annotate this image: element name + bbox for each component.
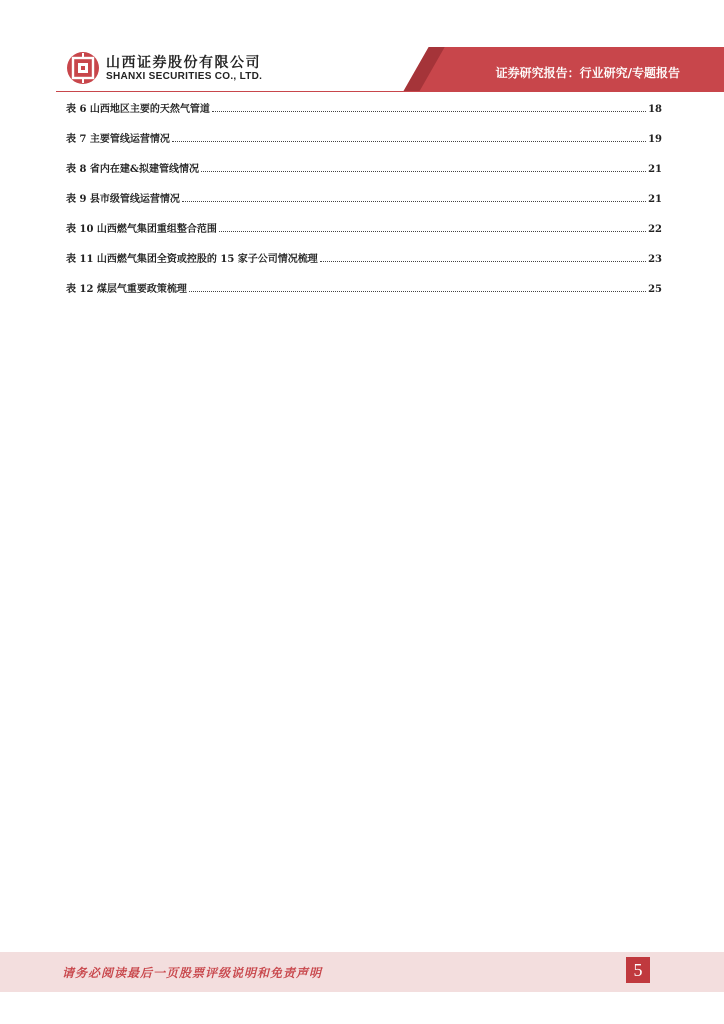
toc-entry-page: 18 [648, 104, 662, 115]
toc-entry[interactable] [66, 251, 662, 265]
toc-entry[interactable] [66, 281, 662, 295]
disclaimer-notice: 请务必阅读最后一页股票评级说明和免责声明 [62, 966, 323, 980]
company-name-en: SHANXI SECURITIES CO., LTD. [106, 71, 263, 82]
toc-leader-dots [320, 261, 646, 262]
toc-entry-label: 表 11 山西燃气集团全资或控股的 15 家子公司情况梳理 [66, 254, 318, 265]
report-type-text: 证券研究报告：行业研究/专题报告 [495, 66, 680, 80]
toc-entry-label: 表 10 山西燃气集团重组整合范围 [66, 224, 217, 235]
toc-entry[interactable] [66, 161, 662, 175]
toc-entry-label: 表 12 煤层气重要政策梳理 [66, 284, 187, 295]
toc-entry-label: 表 9 县市级管线运营情况 [66, 194, 180, 205]
toc-entry-page: 21 [648, 194, 662, 205]
shanxi-securities-logo-icon [66, 51, 100, 85]
toc-entry-page: 22 [648, 224, 662, 235]
company-name-cn: 山西证券股份有限公司 [106, 55, 261, 71]
toc-entry-page: 25 [648, 284, 662, 295]
toc-entry[interactable] [66, 191, 662, 205]
toc-entry-label: 表 8 省内在建&拟建管线情况 [66, 164, 199, 175]
page-header [0, 0, 724, 100]
toc-leader-dots [219, 231, 646, 232]
table-of-contents [66, 101, 662, 311]
toc-entry-page: 23 [648, 254, 662, 265]
toc-leader-dots [201, 171, 646, 172]
toc-leader-dots [189, 291, 646, 292]
toc-entry-page: 21 [648, 164, 662, 175]
page-number: 5 [626, 957, 650, 983]
toc-leader-dots [212, 111, 646, 112]
toc-leader-dots [172, 141, 646, 142]
toc-entry[interactable] [66, 101, 662, 115]
toc-entry[interactable] [66, 221, 662, 235]
toc-entry-label: 表 7 主要管线运营情况 [66, 134, 170, 145]
toc-entry-page: 19 [648, 134, 662, 145]
toc-entry-label: 表 6 山西地区主要的天然气管道 [66, 104, 210, 115]
toc-leader-dots [182, 201, 646, 202]
header-divider [56, 91, 724, 92]
toc-entry[interactable] [66, 131, 662, 145]
